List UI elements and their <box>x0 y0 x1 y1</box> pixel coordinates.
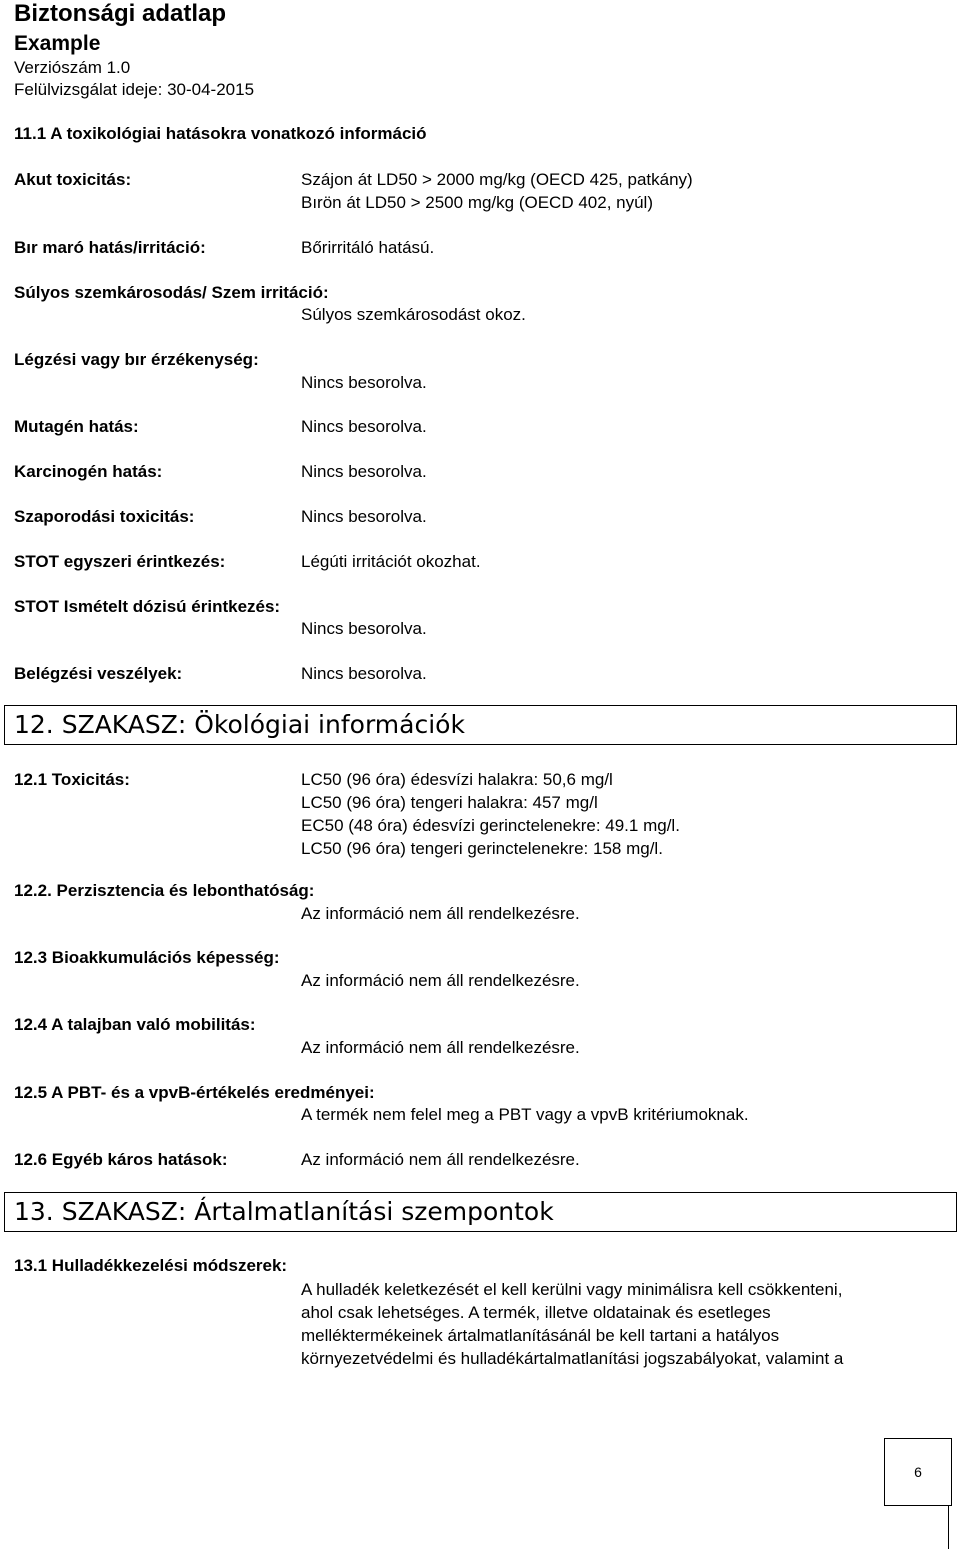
stot-repeated-value: Nincs besorolva. <box>301 619 427 638</box>
waste-treatment-line-3: melléktermékeinek ártalmatlanításánál be kell tartani a hatályos <box>301 1326 780 1345</box>
section-12-title: 12. SZAKASZ: Ökológiai információk <box>4 705 957 745</box>
waste-treatment-line-2: ahol csak lehetséges. A termék, illetve oldatainak és esetleges <box>301 1303 771 1322</box>
page-number-divider <box>948 1506 949 1549</box>
mobility-label: 12.4 A talajban való mobilitás: <box>14 1015 256 1034</box>
other-effects-label: 12.6 Egyéb káros hatások: <box>14 1150 228 1169</box>
skin-corrosion-value: Bőrirritáló hatású. <box>301 238 435 257</box>
section-13-title: 13. SZAKASZ: Ártalmatlanítási szempontok <box>4 1192 957 1232</box>
bioaccumulation-value: Az információ nem áll rendelkezésre. <box>301 971 580 990</box>
stot-single-value: Légúti irritációt okozhat. <box>301 552 481 571</box>
pbt-assessment-label: 12.5 A PBT- és a vpvB-értékelés eredményei: <box>14 1083 375 1102</box>
acute-toxicity-label: Akut toxicitás: <box>14 170 132 189</box>
toxicity-line-4: LC50 (96 óra) tengeri gerinctelenekre: 158 mg/l. <box>301 839 663 858</box>
aspiration-hazard-value: Nincs besorolva. <box>301 664 427 683</box>
mutagen-value: Nincs besorolva. <box>301 417 427 436</box>
stot-single-label: STOT egyszeri érintkezés: <box>14 552 226 571</box>
bioaccumulation-label: 12.3 Bioakkumulációs képesség: <box>14 948 280 967</box>
persistence-value: Az információ nem áll rendelkezésre. <box>301 904 580 923</box>
acute-toxicity-oral: Szájon át LD50 > 2000 mg/kg (OECD 425, patkány) <box>301 170 693 189</box>
toxicity-label: 12.1 Toxicitás: <box>14 770 130 789</box>
waste-treatment-label: 13.1 Hulladékkezelési módszerek: <box>14 1256 288 1275</box>
persistence-label: 12.2. Perzisztencia és lebonthatóság: <box>14 881 315 900</box>
sensitization-label: Légzési vagy bır érzékenység: <box>14 350 259 369</box>
document-title: Biztonsági adatlap <box>14 0 227 27</box>
waste-treatment-line-4: környezetvédelmi és hulladékártalmatlanítási jogszabályokat, valamint a <box>301 1349 844 1368</box>
carcinogen-label: Karcinogén hatás: <box>14 462 163 481</box>
section-11-1-heading: 11.1 A toxikológiai hatásokra vonatkozó információ <box>14 124 427 143</box>
skin-corrosion-label: Bır maró hatás/irritáció: <box>14 238 206 257</box>
mobility-value: Az információ nem áll rendelkezésre. <box>301 1038 580 1057</box>
acute-toxicity-dermal: Bırön át LD50 > 2500 mg/kg (OECD 402, nyúl) <box>301 193 653 212</box>
toxicity-line-3: EC50 (48 óra) édesvízi gerinctelenekre: 49.1 mg/l. <box>301 816 680 835</box>
revision-date: Felülvizsgálat ideje: 30-04-2015 <box>14 80 255 99</box>
version-number: Verziószám 1.0 <box>14 58 131 77</box>
aspiration-hazard-label: Belégzési veszélyek: <box>14 664 183 683</box>
carcinogen-value: Nincs besorolva. <box>301 462 427 481</box>
stot-repeated-label: STOT Ismételt dózisú érintkezés: <box>14 597 281 616</box>
mutagen-label: Mutagén hatás: <box>14 417 139 436</box>
toxicity-line-1: LC50 (96 óra) édesvízi halakra: 50,6 mg/l <box>301 770 613 789</box>
sensitization-value: Nincs besorolva. <box>301 373 427 392</box>
product-name: Example <box>14 32 101 55</box>
pbt-assessment-value: A termék nem felel meg a PBT vagy a vpvB kritériumoknak. <box>301 1105 749 1124</box>
toxicity-line-2: LC50 (96 óra) tengeri halakra: 457 mg/l <box>301 793 598 812</box>
eye-damage-label: Súlyos szemkárosodás/ Szem irritáció: <box>14 283 329 302</box>
reproductive-toxicity-value: Nincs besorolva. <box>301 507 427 526</box>
other-effects-value: Az információ nem áll rendelkezésre. <box>301 1150 580 1169</box>
waste-treatment-line-1: A hulladék keletkezését el kell kerülni vagy minimálisra kell csökkenteni, <box>301 1280 843 1299</box>
page-number: 6 <box>884 1438 952 1506</box>
eye-damage-value: Súlyos szemkárosodást okoz. <box>301 305 526 324</box>
reproductive-toxicity-label: Szaporodási toxicitás: <box>14 507 195 526</box>
